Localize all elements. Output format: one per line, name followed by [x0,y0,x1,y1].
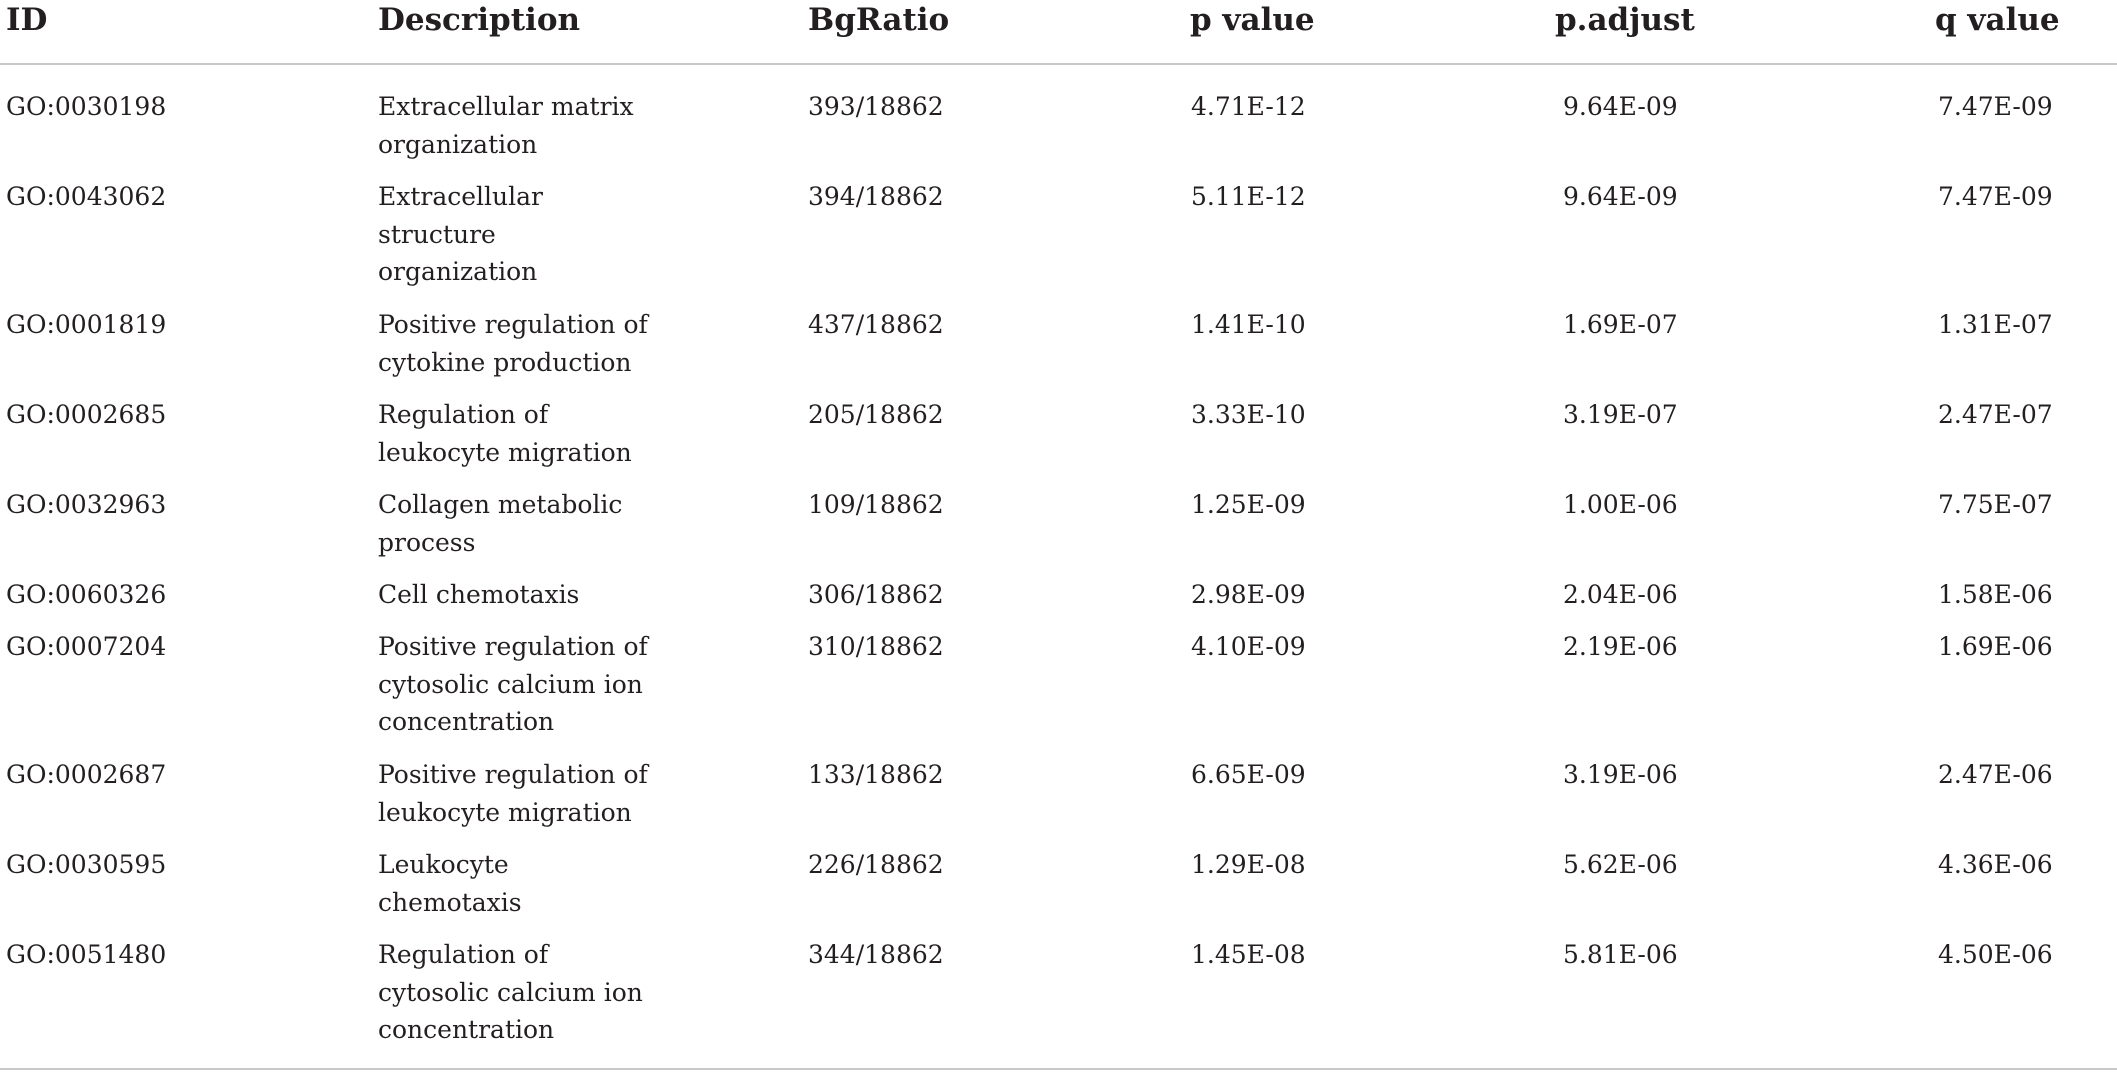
cell-description [378,178,543,291]
cell-description [378,756,648,831]
cell-id: GO:0007204 [6,632,167,661]
header-id: ID [6,2,48,38]
header-p-adjust: p.adjust [1555,2,1695,38]
description-line: concentration [378,707,555,736]
cell-id: GO:0043062 [6,182,167,211]
cell-bgratio: 306/18862 [808,580,944,609]
cell-bgratio: 226/18862 [808,850,944,879]
cell-id: GO:0030198 [6,92,167,121]
description-line: Positive regulation of [378,632,648,661]
description-line: Collagen metabolic [378,490,623,519]
cell-id: GO:0030595 [6,850,167,879]
cell-bgratio: 205/18862 [808,400,944,429]
cell-bgratio: 394/18862 [808,182,944,211]
description-line: Regulation of [378,400,549,429]
cell-bgratio: 437/18862 [808,310,944,339]
cell-id: GO:0060326 [6,580,167,609]
description-line: Extracellular [378,182,543,211]
cell-p-adjust: 5.62E-06 [1563,850,1678,879]
cell-bgratio: 344/18862 [808,940,944,969]
cell-id: GO:0032963 [6,490,167,519]
cell-bgratio: 133/18862 [808,760,944,789]
header-bgratio: BgRatio [808,2,950,38]
cell-p-adjust: 2.19E-06 [1563,632,1678,661]
cell-id: GO:0001819 [6,310,167,339]
cell-description [378,846,522,921]
cell-p-adjust: 1.00E-06 [1563,490,1678,519]
cell-p-value: 4.10E-09 [1191,632,1306,661]
description-line: cytosolic calcium ion [378,977,643,1007]
description-line: leukocyte migration [378,437,632,467]
cell-q-value: 4.36E-06 [1938,850,2053,879]
description-line: Extracellular matrix [378,92,634,121]
cell-p-adjust: 3.19E-07 [1563,400,1678,429]
cell-description [378,628,648,741]
cell-bgratio: 310/18862 [808,632,944,661]
cell-p-value: 4.71E-12 [1191,92,1306,121]
cell-p-adjust: 5.81E-06 [1563,940,1678,969]
cell-p-adjust: 2.04E-06 [1563,580,1678,609]
description-line: Positive regulation of [378,310,648,339]
cell-id: GO:0002685 [6,400,167,429]
cell-description [378,396,632,471]
description-line: leukocyte migration [378,797,632,827]
cell-bgratio: 393/18862 [808,92,944,121]
cell-q-value: 2.47E-06 [1938,760,2053,789]
cell-bgratio: 109/18862 [808,490,944,519]
cell-p-value: 3.33E-10 [1191,400,1306,429]
description-line: Cell chemotaxis [378,580,580,609]
cell-p-value: 1.29E-08 [1191,850,1306,879]
header-q-value: q value [1935,2,2060,38]
cell-p-value: 6.65E-09 [1191,760,1306,789]
cell-q-value: 1.69E-06 [1938,632,2053,661]
cell-q-value: 4.50E-06 [1938,940,2053,969]
description-line: cytokine production [378,347,632,377]
cell-p-adjust: 9.64E-09 [1563,92,1678,121]
cell-q-value: 2.47E-07 [1938,400,2053,429]
cell-p-adjust: 3.19E-06 [1563,760,1678,789]
header-divider [0,63,2117,65]
description-line: Leukocyte [378,850,509,879]
cell-p-value: 1.25E-09 [1191,490,1306,519]
cell-q-value: 1.31E-07 [1938,310,2053,339]
cell-q-value: 7.75E-07 [1938,490,2053,519]
description-line: Positive regulation of [378,760,648,789]
cell-p-value: 1.41E-10 [1191,310,1306,339]
description-line: structure [378,219,496,249]
description-line: chemotaxis [378,887,522,917]
cell-description [378,486,622,561]
cell-p-value: 2.98E-09 [1191,580,1306,609]
description-line: process [378,527,476,557]
cell-description [378,306,648,381]
cell-description [378,936,643,1049]
cell-id: GO:0051480 [6,940,167,969]
table-bottom-rule [0,1068,2117,1070]
cell-id: GO:0002687 [6,760,167,789]
description-line: Regulation of [378,940,549,969]
header-description: Description [378,2,581,38]
description-line: organization [378,257,538,286]
cell-p-value: 5.11E-12 [1191,182,1306,211]
header-p-value: p value [1190,2,1315,38]
cell-description [378,576,579,614]
cell-description [378,88,634,163]
cell-q-value: 7.47E-09 [1938,92,2053,121]
cell-q-value: 1.58E-06 [1938,580,2053,609]
description-line: organization [378,129,538,159]
cell-p-adjust: 1.69E-07 [1563,310,1678,339]
cell-p-adjust: 9.64E-09 [1563,182,1678,211]
description-line: concentration [378,1015,555,1044]
cell-p-value: 1.45E-08 [1191,940,1306,969]
description-line: cytosolic calcium ion [378,669,643,699]
cell-q-value: 7.47E-09 [1938,182,2053,211]
